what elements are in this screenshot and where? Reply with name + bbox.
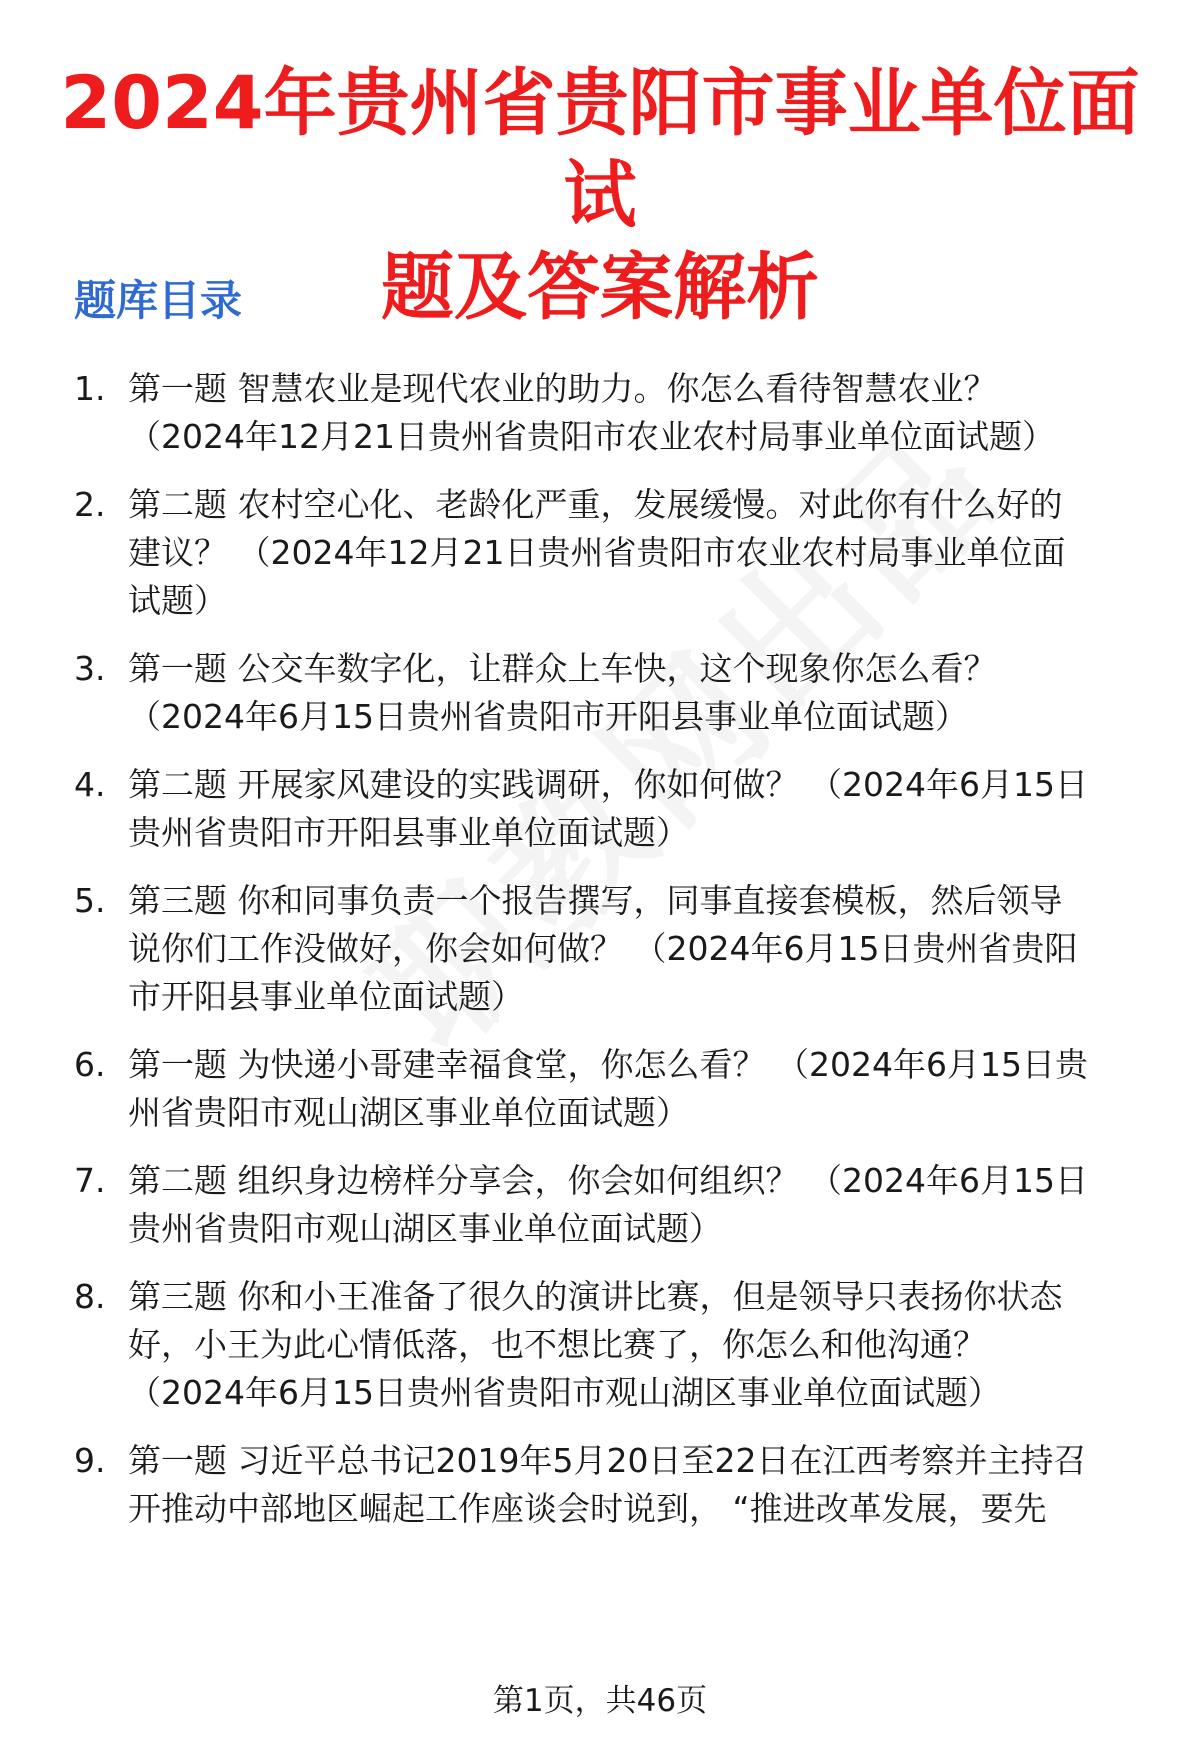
toc-item-line: （2024年6月15日贵州省贵阳市开阳县事业单位面试题） bbox=[128, 697, 968, 736]
toc-item-line: 市开阳县事业单位面试题） bbox=[128, 977, 524, 1016]
toc-item-line: 第一题 智慧农业是现代农业的助力。你怎么看待智慧农业？ bbox=[128, 369, 997, 408]
toc-item-text bbox=[128, 1437, 1158, 1533]
toc-item-text bbox=[128, 365, 1158, 461]
toc-item-text bbox=[128, 481, 1158, 625]
toc-item-number: 9. bbox=[74, 1441, 106, 1480]
toc-item-line: 第一题 公交车数字化，让群众上车快，这个现象你怎么看？ bbox=[128, 649, 997, 688]
toc-item-line: 第一题 习近平总书记2019年5月20日至22日在江西考察并主持召 bbox=[128, 1441, 1087, 1480]
toc-item-number: 8. bbox=[74, 1277, 106, 1316]
toc-item-text bbox=[128, 645, 1158, 741]
toc-item-line: 好，小王为此心情低落，也不想比赛了，你怎么和他沟通？ bbox=[128, 1325, 986, 1364]
toc-item-line: 第二题 组织身边榜样分享会，你会如何组织？ （2024年6月15日 bbox=[128, 1161, 1088, 1200]
toc-item-line: 贵州省贵阳市开阳县事业单位面试题） bbox=[128, 813, 689, 852]
toc-item-number: 4. bbox=[74, 765, 106, 804]
toc-item-line: 说你们工作没做好，你会如何做？ （2024年6月15日贵州省贵阳 bbox=[128, 929, 1078, 968]
toc-item-number: 7. bbox=[74, 1161, 106, 1200]
page-footer: 第1页，共46页 bbox=[492, 1683, 708, 1719]
toc-item-line: 开推动中部地区崛起工作座谈会时说到， “推进改革发展，要先 bbox=[128, 1489, 1047, 1528]
toc-item-number: 2. bbox=[74, 485, 106, 524]
toc-item-line: 第二题 开展家风建设的实践调研，你如何做？ （2024年6月15日 bbox=[128, 765, 1088, 804]
toc-item-line: 第三题 你和同事负责一个报告撰写，同事直接套模板，然后领导 bbox=[128, 881, 1063, 920]
toc-item-line: （2024年12月21日贵州省贵阳市农业农村局事业单位面试题） bbox=[128, 417, 1055, 456]
toc-item-line: 第二题 农村空心化、老龄化严重，发展缓慢。对此你有什么好的 bbox=[128, 485, 1063, 524]
toc-item-text bbox=[128, 761, 1158, 857]
toc-item-line: 州省贵阳市观山湖区事业单位面试题） bbox=[128, 1093, 689, 1132]
toc-item-text bbox=[128, 1273, 1158, 1417]
toc-item-line: 第一题 为快递小哥建幸福食堂，你怎么看？ （2024年6月15日贵 bbox=[128, 1045, 1088, 1084]
toc-heading: 题库目录 bbox=[74, 276, 243, 325]
toc-item-number: 6. bbox=[74, 1045, 106, 1084]
toc-item-line: 第三题 你和小王准备了很久的演讲比赛，但是领导只表扬你状态 bbox=[128, 1277, 1063, 1316]
page-title-line-2: 题及答案解析 bbox=[381, 245, 819, 330]
page-title-line-1: 2024年贵州省贵阳市事业单位面试 bbox=[60, 61, 1140, 238]
toc-item-line: 试题） bbox=[128, 581, 227, 620]
toc-item-line: 贵州省贵阳市观山湖区事业单位面试题） bbox=[128, 1209, 722, 1248]
toc-item-number: 5. bbox=[74, 881, 106, 920]
toc-item-text bbox=[128, 877, 1158, 1021]
toc-item-text bbox=[128, 1157, 1158, 1253]
toc-item-text bbox=[128, 1041, 1158, 1137]
toc-item-line: 建议？ （2024年12月21日贵州省贵阳市农业农村局事业单位面 bbox=[128, 533, 1066, 572]
toc-item-number: 1. bbox=[74, 369, 106, 408]
toc-item-number: 3. bbox=[74, 649, 106, 688]
toc-item-line: （2024年6月15日贵州省贵阳市观山湖区事业单位面试题） bbox=[128, 1373, 1001, 1412]
